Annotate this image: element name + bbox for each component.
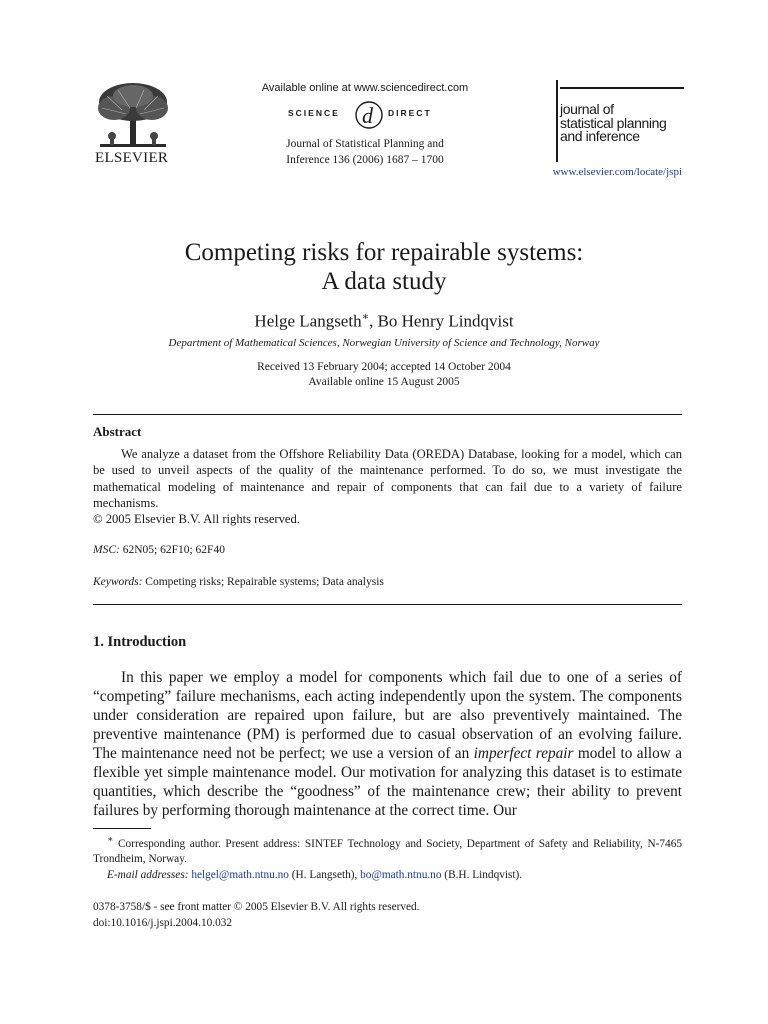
intro-text-italic: imperfect repair: [473, 745, 574, 762]
msc-label: MSC:: [93, 544, 120, 556]
issn-line: 0378-3758/$ - see front matter © 2005 Elsevier B.V. All rights reserved.: [93, 901, 420, 913]
abstract-heading: Abstract: [93, 424, 142, 439]
keywords-value: Competing risks; Repairable systems; Data analysis: [142, 576, 384, 588]
abstract-text: We analyze a dataset from the Offshore Reliability Data (OREDA) Database, looking for a model, which can be used to unveil aspects of the quality of the maintenance performed. To do so, we must investigate the mathematical modeling of maintenance and repair of components that can fail due to a variety of failure mechanisms.: [93, 447, 682, 510]
journal-name-logo: [560, 103, 666, 144]
email-footnote: [93, 868, 682, 884]
journal-name-line-2: statistical planning: [560, 114, 667, 131]
svg-text:d: d: [362, 103, 373, 128]
received-date: Received 13 February 2004; accepted 14 October 2004: [257, 361, 511, 373]
journal-url-link[interactable]: www.elsevier.com/locate/jspi: [552, 166, 682, 178]
affiliation: Department of Mathematical Sciences, Norwegian University of Science and Technology, Norway: [168, 337, 600, 349]
sciencedirect-logo: [250, 98, 480, 130]
keywords: [93, 576, 384, 588]
publisher-name: ELSEVIER: [95, 150, 169, 166]
sciencedirect-d-icon: [354, 98, 384, 130]
keywords-label: Keywords:: [93, 576, 143, 588]
available-online-text: Available online at www.sciencedirect.com: [261, 82, 469, 94]
article-dates: [84, 360, 684, 390]
journal-logo-horizontal-rule: [560, 87, 684, 89]
abstract-bottom-rule: [93, 604, 682, 605]
footnotes: [93, 833, 682, 883]
footnote-mark: ∗: [107, 835, 114, 845]
msc-value: 62N05; 62F10; 62F40: [119, 544, 225, 556]
journal-ref-line-2: Inference 136 (2006) 1687 – 1700: [286, 154, 444, 166]
sd-logo-left-text: SCIENCE: [288, 108, 340, 118]
elsevier-tree-logo: [92, 82, 174, 152]
corresponding-author-text: Corresponding author. Present address: SINTEF Technology and Society, Department of Safety and Reliability, N-7465 Trondheim, Norway.: [93, 837, 682, 866]
email-name-langseth: (H. Langseth),: [288, 868, 361, 881]
intro-text-part-2: model to allow a flexible yet simple maintenance model. Our motivation for analyzing this dataset is to estimate quantities, which describe the “goodness” of the maintenance crew; their ability to prevent failures by performing thorough maintenance at the correct time. Our: [93, 745, 682, 819]
introduction-body: [93, 668, 682, 820]
author-list: [84, 310, 684, 332]
email-label: E-mail addresses:: [107, 868, 189, 881]
msc-codes: [93, 544, 225, 556]
corresponding-author-mark[interactable]: ∗: [361, 311, 370, 323]
author-1: Helge Langseth: [254, 311, 362, 331]
journal-logo-vertical-rule: [556, 80, 558, 162]
intro-text-part-1: In this paper we employ a model for components which fail due to one of a series of “competing” failure mechanisms, each acting independently upon the system. The components under consideration are repaired upon failure, but are also preventively maintained. The preventive maintenance (PM) is performed due to casual observation of an evolving failure. The maintenance need not be perfect; we use a version of an: [93, 669, 682, 762]
abstract-copyright: © 2005 Elsevier B.V. All rights reserved.: [93, 512, 300, 527]
journal-name-line-1: journal of: [560, 101, 614, 117]
footnote-rule: [93, 828, 151, 829]
title-line-1: Competing risks for repairable systems:: [184, 239, 584, 266]
abstract-top-rule: [93, 414, 682, 415]
author-separator: ,: [369, 311, 378, 331]
journal-name-line-3: and inference: [560, 128, 640, 144]
journal-reference: [240, 136, 490, 168]
email-name-lindqvist: (B.H. Lindqvist).: [441, 868, 523, 881]
title-line-2: A data study: [321, 268, 447, 295]
front-matter-info: [93, 899, 420, 931]
email-link-lindqvist[interactable]: bo@math.ntnu.no: [360, 868, 442, 881]
introduction-paragraph: [93, 668, 682, 820]
article-title: [84, 238, 684, 296]
journal-ref-line-1: Journal of Statistical Planning and: [286, 138, 444, 150]
corresponding-author-footnote: [93, 833, 682, 868]
email-link-langseth[interactable]: helgel@math.ntnu.no: [191, 868, 289, 881]
available-date: Available online 15 August 2005: [308, 376, 460, 388]
abstract-body: [93, 446, 682, 527]
doi-line[interactable]: doi:10.1016/j.jspi.2004.10.032: [93, 917, 233, 929]
section-heading-introduction: 1. Introduction: [93, 634, 187, 650]
author-2: Bo Henry Lindqvist: [377, 311, 514, 331]
sd-logo-right-text: DIRECT: [388, 108, 432, 118]
